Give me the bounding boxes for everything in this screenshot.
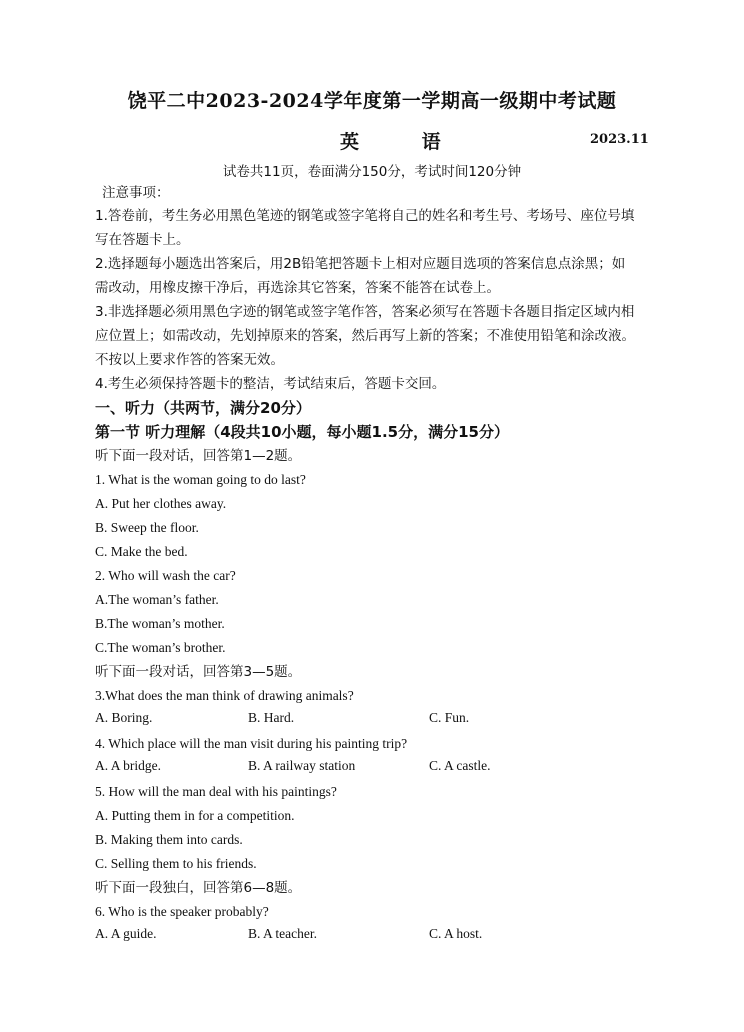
notice-item-1a: 1.答卷前，考生务必用黑色笔迹的钢笔或签字笔将自己的姓名和考生号、考场号、座位号填 — [95, 208, 635, 224]
notice-item-2b: 需改动，用橡皮擦干净后，再选涂其它答案，答案不能答在试卷上。 — [95, 280, 500, 296]
notice-item-3b: 应位置上；如需改动，先划掉原来的答案，然后再写上新的答案；不准使用铅笔和涂改液。 — [95, 328, 635, 344]
question-2-option-b: B.The woman’s mother. — [95, 616, 225, 631]
dialog-2-intro: 听下面一段对话，回答第3—5题。 — [95, 664, 302, 680]
question-1-option-c: C. Make the bed. — [95, 544, 188, 559]
question-6-option-a: A. A guide. — [95, 926, 157, 941]
question-6-option-b: B. A teacher. — [248, 926, 317, 941]
question-5-option-c: C. Selling them to his friends. — [95, 856, 257, 871]
question-3-option-b: B. Hard. — [248, 710, 295, 725]
notice-item-4: 4.考生必须保持答题卡的整洁，考试结束后，答题卡交回。 — [95, 376, 446, 392]
notice-item-2a: 2.选择题每小题选出答案后，用2B铅笔把答题卡上相对应题目选项的答案信息点涂黑；如 — [95, 256, 626, 272]
exam-date: 2023.11 — [590, 132, 649, 147]
question-4: 4. Which place will the man visit during his painting trip? — [95, 736, 408, 751]
part-one-title: 第一节 听力理解（4段共10小题，每小题1.5分，满分15分） — [95, 423, 509, 441]
exam-title: 饶平二中2023-2024学年度第一学期高一级期中考试题 — [127, 90, 617, 112]
question-5-option-b: B. Making them into cards. — [95, 832, 243, 847]
monologue-intro: 听下面一段独白，回答第6—8题。 — [95, 880, 302, 896]
question-4-option-c: C. A castle. — [429, 758, 491, 773]
notice-heading: 注意事项： — [102, 185, 170, 201]
question-1-option-b: B. Sweep the floor. — [95, 520, 199, 535]
exam-info: 试卷共11页，卷面满分150分，考试时间120分钟 — [222, 164, 522, 180]
question-5-option-a: A. Putting them in for a competition. — [95, 808, 295, 823]
question-6-option-c: C. A host. — [429, 926, 483, 941]
subject-label: 英 语 — [340, 131, 469, 153]
notice-item-3a: 3.非选择题必须用黑色字迹的钢笔或签字笔作答，答案必须写在答题卡各题目指定区域内相 — [95, 304, 635, 320]
question-4-option-b: B. A railway station — [248, 758, 356, 773]
notice-item-3c: 不按以上要求作答的答案无效。 — [95, 352, 284, 368]
question-2-option-a: A.The woman’s father. — [95, 592, 219, 607]
section-listening-title: 一、听力（共两节，满分20分） — [95, 399, 311, 417]
question-2-option-c: C.The woman’s brother. — [95, 640, 226, 655]
question-4-option-a: A. A bridge. — [95, 758, 161, 773]
notice-item-1b: 写在答题卡上。 — [95, 232, 190, 248]
question-6: 6. Who is the speaker probably? — [95, 904, 269, 919]
question-2: 2. Who will wash the car? — [95, 568, 236, 583]
dialog-1-intro: 听下面一段对话，回答第1—2题。 — [95, 448, 302, 464]
question-3-option-c: C. Fun. — [429, 710, 470, 725]
question-5: 5. How will the man deal with his paintings? — [95, 784, 337, 799]
question-1: 1. What is the woman going to do last? — [95, 472, 306, 487]
question-1-option-a: A. Put her clothes away. — [95, 496, 227, 511]
question-3: 3.What does the man think of drawing animals? — [95, 688, 354, 703]
question-3-option-a: A. Boring. — [95, 710, 153, 725]
